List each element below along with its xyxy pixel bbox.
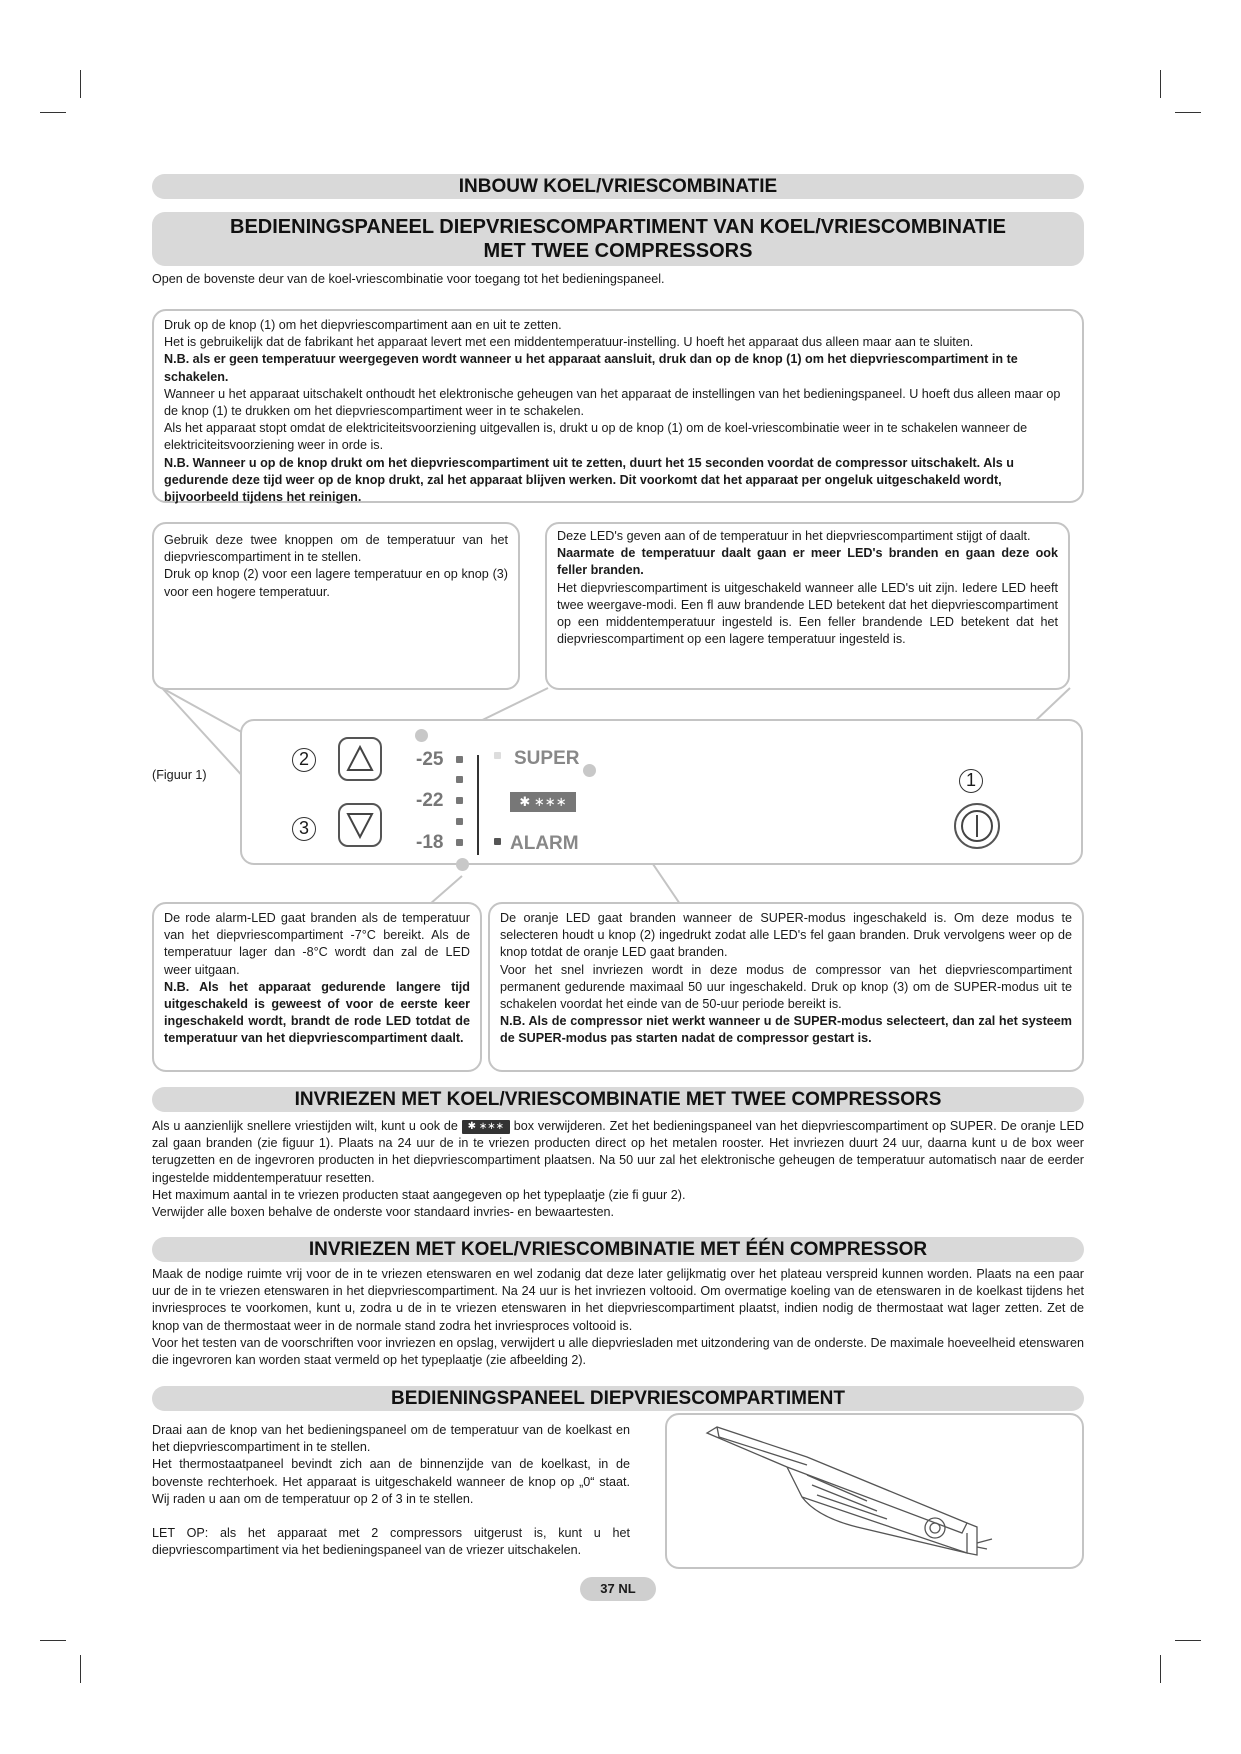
super-led	[494, 752, 501, 759]
alarm-led	[494, 838, 501, 845]
callout-dot	[456, 858, 469, 871]
power-p6: N.B. Wanneer u op de knop drukt om het diepvriescompartiment uit te zetten, duurt het 15 seconden voordat de compressor uitschakelt. Als u gedurende deze tijd weer op de knop drukt, zal het apparaat blijven werken. Dit voorkomt dat het apparaat per ongeluk uitgeschakeld wordt, bijvoorbeeld tijdens het reinigen.	[164, 455, 1014, 505]
freezer-star-icon: ✱ ∗∗∗	[510, 792, 576, 812]
label-num-2: 2	[292, 748, 316, 772]
temp-led	[456, 839, 463, 846]
control-panel-text	[152, 1422, 630, 1559]
thermostat-illustration	[667, 1415, 1082, 1567]
callout-dot	[415, 729, 428, 742]
freeze-one-p2: Voor het testen van de voorschriften voor invriezen en opslag, verwijdert u alle diepvriesladen met uitzondering van de onderste. De maximale hoeveelheid etenswaren die ingevroren kan worden staat vermeld op het typeplaatje (zie afbeelding 2).	[152, 1335, 1084, 1368]
super-info-box	[488, 902, 1084, 1072]
freeze-one-text	[152, 1266, 1084, 1369]
power-p3: N.B. als er geen temperatuur weergegeven wordt wanneer u het apparaat aansluit, druk dan op de knop (1) om het diepvriescompartiment in te schakelen.	[164, 352, 1018, 384]
power-p1: Druk op de knop (1) om het diepvriescompartiment aan en uit te zetten.	[164, 318, 562, 332]
temp-down-button[interactable]	[338, 737, 382, 781]
panel-heading-line2: MET TWEE COMPRESSORS	[483, 240, 753, 262]
temp-up-button[interactable]	[338, 803, 382, 847]
leds-p3: Het diepvriescompartiment is uitgeschakeld wanneer alle LED's uit zijn. Iedere LED heeft twee weergave-modi. Een fl auw brandende LED betekent dat het diepvriescompartiment op een middentemperatuur ingesteld is. Een feller brandende LED betekent dat het diepvriescompartiment op een lagere temperatuur ingesteld is.	[557, 580, 1058, 647]
label-num-3: 3	[292, 817, 316, 841]
freeze-one-heading: INVRIEZEN MET KOEL/VRIESCOMBINATIE MET ÉÉN COMPRESSOR	[152, 1237, 1084, 1262]
thermostat-figure-box	[665, 1413, 1084, 1569]
panel-divider	[477, 755, 479, 855]
freeze-two-p2: Het maximum aantal in te vriezen producten staat aangegeven op het typeplaatje (zie fi guur 2).	[152, 1187, 686, 1202]
power-p5: Als het apparaat stopt omdat de elektriciteitsvoorziening uitgevallen is, drukt u op de knop (1) om de koel-vriescombinatie weer in te schakelen wanneer de elektriciteitsvoorziening weer in orde is.	[164, 421, 1028, 453]
temp-label-25: -25	[416, 749, 444, 770]
alarm-info-box	[152, 902, 482, 1072]
freeze-two-p1-before: Als u aanzienlijk snellere vriestijden wilt, kunt u ook de	[152, 1119, 458, 1133]
alarm-label: ALARM	[510, 833, 579, 854]
leds-p1: Deze LED's geven aan of de temperatuur in het diepvriescompartiment stijgt of daalt.	[557, 529, 1031, 543]
power-icon	[956, 805, 998, 847]
intro-text: Open de bovenste deur van de koel-vriescombinatie voor toegang tot het bedieningspaneel.	[152, 272, 665, 286]
control-p2: Het thermostaatpaneel bevindt zich aan de binnenzijde van de koelkast, in de bovenste rechterhoek. Het apparaat is uitgeschakeld wanneer de knop op „0“ staat. Wij raden u aan om de temperatuur op 2 of 3 in te stellen.	[152, 1457, 630, 1506]
panel-heading-line1: BEDIENINGSPANEEL DIEPVRIESCOMPARTIMENT VAN KOEL/VRIESCOMBINATIE	[230, 216, 1006, 238]
buttons-p2: Druk op knop (2) voor een lagere temperatuur en op knop (3) voor een hogere temperatuur.	[164, 567, 508, 599]
temp-led	[456, 818, 463, 825]
temp-led	[456, 756, 463, 763]
power-button[interactable]	[954, 803, 1000, 849]
power-p2: Het is gebruikelijk dat de fabrikant het apparaat levert met een middentemperatuur-instelling. U hoeft het apparaat dus alleen maar aan te sluiten.	[164, 335, 974, 350]
control-panel-figure	[240, 719, 1083, 865]
super-p1: De oranje LED gaat branden wanneer de SUPER-modus ingeschakeld is. Om deze modus te selecteren houdt u knop (2) ingedrukt zodat alle LED's fel gaan branden. Druk vervolgens weer op de knop totdat de oranje LED gaat branden.	[500, 911, 1072, 960]
figure-caption: (Figuur 1)	[152, 768, 207, 782]
triangle-up-icon	[340, 739, 380, 779]
freeze-two-heading: INVRIEZEN MET KOEL/VRIESCOMBINATIE MET TWEE COMPRESSORS	[152, 1087, 1084, 1112]
alarm-p2: N.B. Als het apparaat gedurende langere tijd uitgeschakeld is geweest of voor de eerste keer ingeschakeld wordt, brandt de rode LED totdat de temperatuur van het diepvriescompartiment daalt.	[164, 979, 470, 1046]
freeze-two-p3: Verwijder alle boxen behalve de onderste voor standaard invries- en bewaartesten.	[152, 1205, 615, 1220]
temp-label-22: -22	[416, 790, 444, 811]
super-label: SUPER	[514, 748, 580, 769]
freeze-one-p1: Maak de nodige ruimte vrij voor de in te vriezen etenswaren en wel zodanig dat deze later gelijkmatig over het plateau verspreid kunnen worden. Plaats na een paar uur de in te vriezen etenswaren in het diepvriescompartiment. Na 24 uur is het invriezen voltooid. Om overmatige koeling van de etenswaren in de koelkast tijdens het invriesproces te voorkomen, kunt u, zodra u de in te vriezen etenswaren in het diepvriescompartiment plaatst, indien nodig de thermostaat wat lager zetten. Zet de knop van de thermostaat weer in de normale stand zodra het invriesproces voltooid is.	[152, 1267, 1084, 1333]
label-num-1: 1	[959, 769, 983, 793]
power-p4: Wanneer u het apparaat uitschakelt onthoudt het elektronische geheugen van het apparaat de instellingen van het bedieningspaneel. U hoeft dus alleen maar op de knop (1) te drukken om het diepvriescompartiment weer in te schakelen.	[164, 386, 1061, 419]
freeze-two-p1-after: box verwijderen. Zet het bedieningspaneel van het diepvriescompartiment op SUPER. De oranje LED zal gaan branden (zie figuur 1). Plaats na 24 uur de in te vriezen producten direct op het metalen rooster. Het invriezen duurt 24 uur, daarna kunt u de box weer terugzetten en de ingevroren producten in het diepvriescompartiment plaatsen. Na 50 uur zal het elektronische geheugen de temperatuur automatisch naar de eerder ingestelde middentemperatuur resetten.	[152, 1119, 1085, 1185]
freezer-box-icon: ✱ ∗∗∗	[462, 1120, 510, 1134]
crop-mark	[1175, 1640, 1201, 1641]
leds-p2: Naarmate de temperatuur daalt gaan er meer LED's branden en gaan deze ook feller branden.	[557, 546, 1058, 578]
control-panel-heading: BEDIENINGSPANEEL DIEPVRIESCOMPARTIMENT	[152, 1386, 1084, 1411]
alarm-p1: De rode alarm-LED gaat branden als de temperatuur van het diepvriescompartiment -7°C bereikt. Als de temperatuur lager dan -8°C wordt dan zal de LED weer uitgaan.	[164, 911, 470, 977]
page-number: 37 NL	[580, 1577, 656, 1601]
callout-dot	[583, 764, 596, 777]
triangle-down-icon	[340, 805, 380, 845]
freeze-two-text	[152, 1118, 1084, 1221]
buttons-p1: Gebruik deze twee knoppen om de temperatuur van het diepvriescompartiment in te stellen.	[164, 533, 508, 565]
control-p3: LET OP: als het apparaat met 2 compressors uitgerust is, kunt u het diepvriescompartiment via het bedieningspaneel van de vriezer uitschakelen.	[152, 1526, 630, 1558]
crop-mark	[40, 1640, 66, 1641]
control-p1: Draai aan de knop van het bedieningspaneel om de temperatuur van de koelkast en het diepvriescompartiment in te stellen.	[152, 1423, 630, 1455]
crop-mark	[80, 1655, 81, 1683]
main-heading: INBOUW KOEL/VRIESCOMBINATIE	[152, 174, 1084, 199]
super-p3: N.B. Als de compressor niet werkt wanneer u de SUPER-modus selecteert, dan zal het systeem de SUPER-modus pas starten nadat de compressor gestart is.	[500, 1014, 1072, 1046]
crop-mark	[1160, 1655, 1161, 1683]
temp-led	[456, 776, 463, 783]
temp-led	[456, 797, 463, 804]
temp-label-18: -18	[416, 832, 444, 853]
super-p2: Voor het snel invriezen wordt in deze modus de compressor van het diepvriescompartiment permanent gedurende maximaal 50 uur ingeschakeld. Druk op knop (3) om de SUPER-modus uit te schakelen voordat het einde van de 50-uur periode bereikt is.	[500, 962, 1072, 1012]
